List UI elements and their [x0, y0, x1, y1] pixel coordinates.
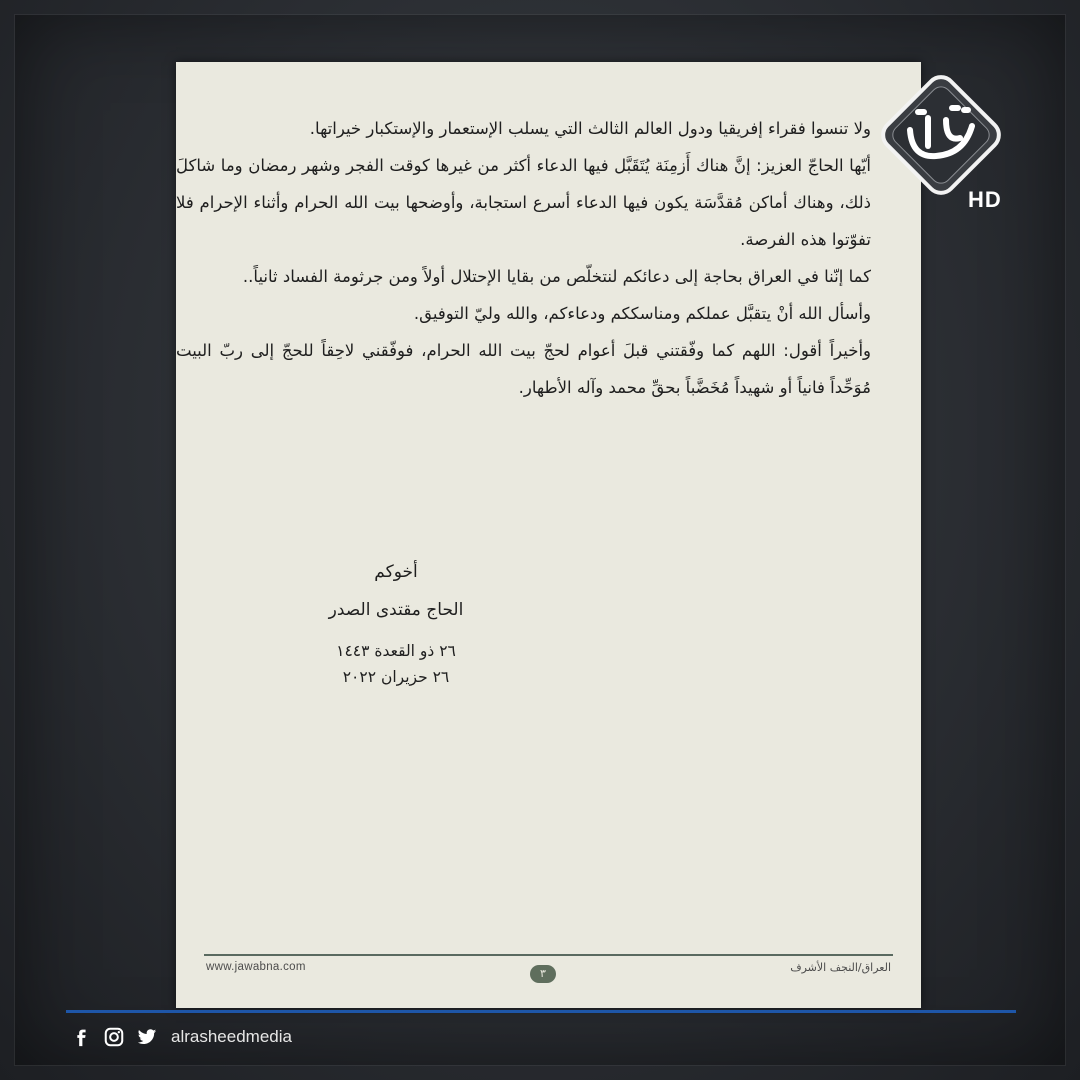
letter-closing: [236, 552, 556, 690]
page-number: ٣: [530, 965, 556, 983]
paragraph: كما إنّنا في العراق بحاجة إلى دعائكم لنتخلّص من بقايا الإحتلال أولاً ومن جرثومة الفساد ثانياً..: [242, 267, 871, 286]
social-bar: [70, 1022, 292, 1052]
date-gregorian: ٢٦ حزيران ٢٠٢٢: [342, 668, 450, 686]
bottom-divider: [66, 1010, 1016, 1013]
closing-salutation: أخوكم: [374, 562, 418, 582]
twitter-icon[interactable]: [136, 1026, 158, 1048]
facebook-icon[interactable]: [70, 1026, 92, 1048]
date-hijri: ٢٦ ذو القعدة ١٤٤٣: [336, 642, 456, 660]
hd-badge: HD: [968, 187, 1002, 212]
social-handle[interactable]: alrasheedmedia: [171, 1027, 292, 1046]
paragraph: وأسأل الله أنْ يتقبَّل عملكم ومناسككم ودعاءكم، والله وليّ التوفيق.: [413, 304, 871, 323]
paragraph: ولا تنسوا فقراء إفريقيا ودول العالم الثالث التي يسلب الإستعمار والإستكبار خيراتها.: [309, 119, 871, 138]
paragraph: وأخيراً أقول: اللهم كما وفّقتني قبلَ أعوام لحجّ بيت الله الحرام، فوفّقني لاحِقاً للحجّ إلى ربّ البيت مُوَحِّداً فانياً أو شهيداً مُخَضَّباً بحقِّ محمد وآله الأطهار.: [176, 341, 871, 397]
letter-body: [176, 110, 871, 406]
page-footer: [204, 950, 893, 990]
paragraph: أيّها الحاجّ العزيز: إنَّ هناك أَزمِنَة يُتَقَبَّل فيها الدعاء أكثر من غيرها كوقت الفجر وشهر رمضان وما شاكلَ ذلك، وهناك أماكن مُقدَّسَة يكون فيها الدعاء أسرع استجابة، وأوضحها بيت الله الحرام وأثناء الإحرام فلا تفوّتوا هذه الفرصة.: [176, 156, 871, 249]
document-page: [176, 62, 921, 1008]
footer-place: العراق/النجف الأشرف: [790, 961, 891, 974]
footer-url: www.jawabna.com: [206, 961, 306, 973]
instagram-icon[interactable]: [103, 1026, 125, 1048]
signature-name: الحاج مقتدى الصدر: [328, 600, 464, 620]
footer-divider: [204, 954, 893, 956]
